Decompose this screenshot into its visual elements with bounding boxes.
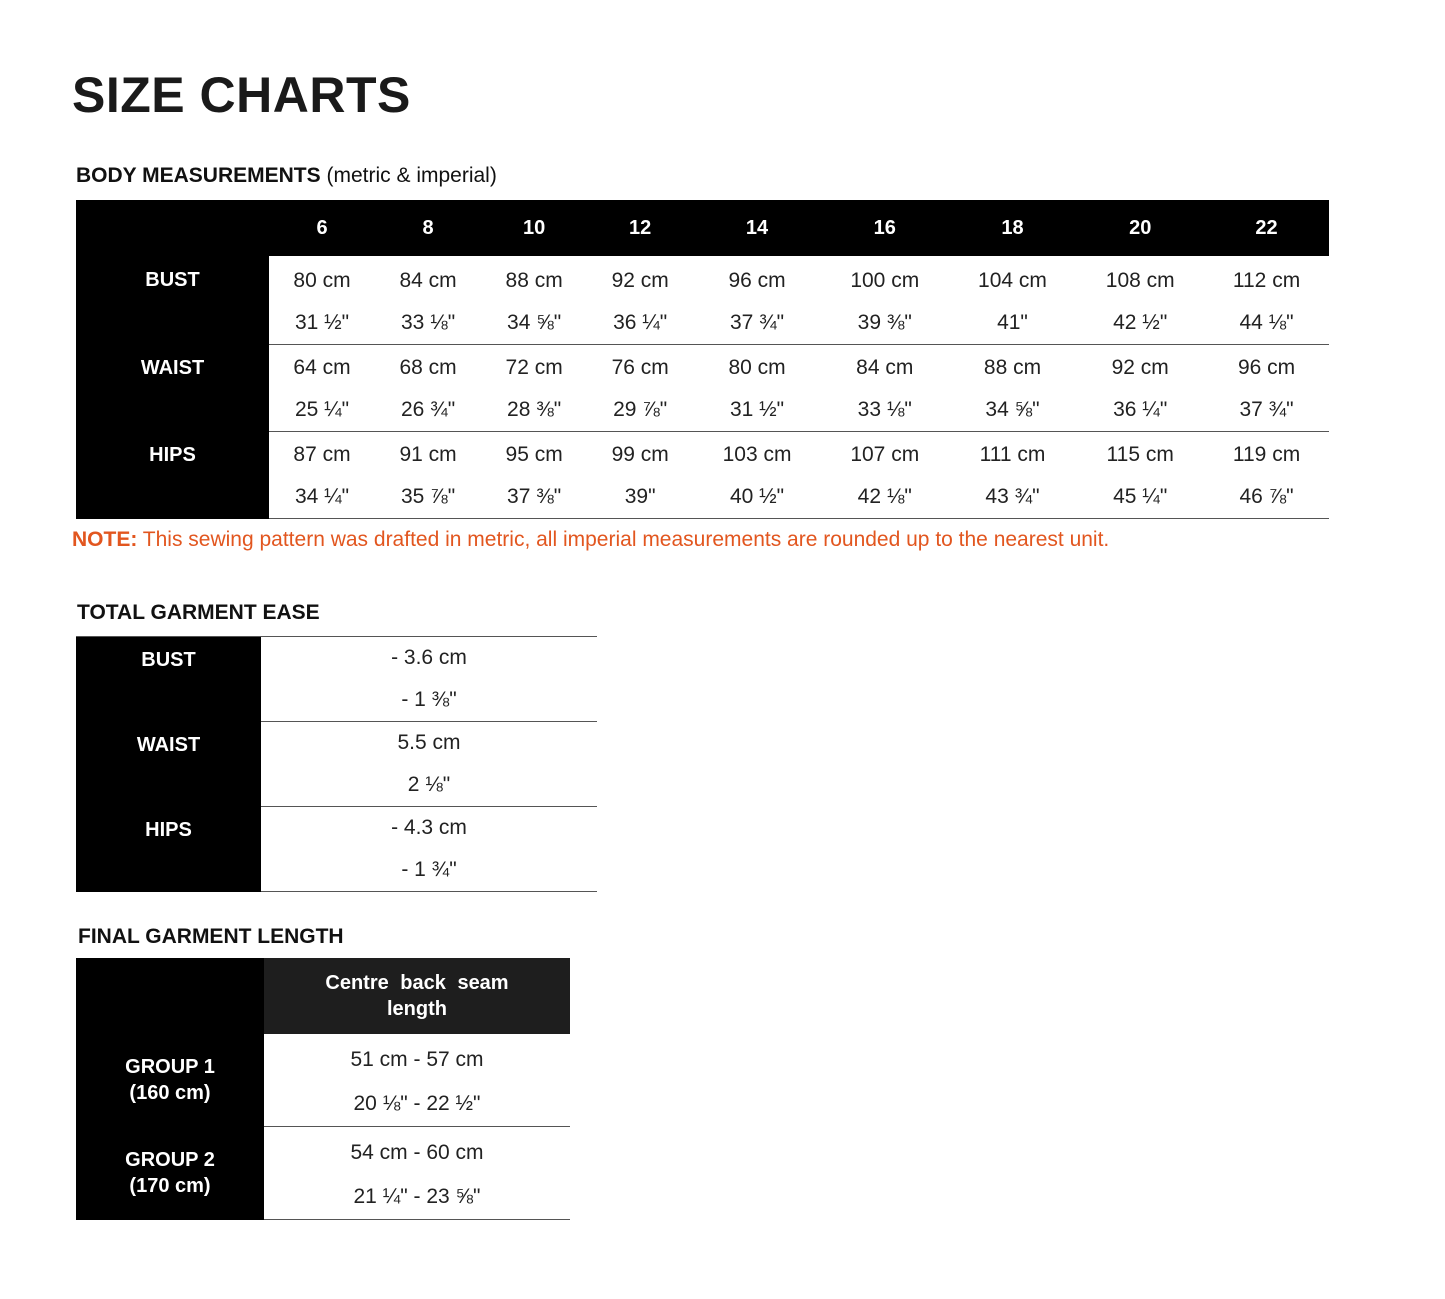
metric-cell: 54 cm - 60 cm (350, 1141, 484, 1164)
row-label-hips: HIPS (76, 807, 261, 892)
table-row (76, 637, 597, 680)
garment-ease-table (76, 636, 597, 892)
imperial-cell: 41" (949, 302, 1077, 345)
metric-cell: 99 cm (611, 443, 669, 466)
imperial-cell: 34 ⅝" (481, 302, 587, 345)
column-header-centre-back: Centre back seam length (264, 958, 570, 1034)
imperial-cell: 42 ½" (1076, 302, 1204, 345)
imperial-cell: 34 ¼" (269, 476, 375, 519)
size-header: 22 (1204, 200, 1329, 257)
group-name: GROUP 1 (125, 1056, 215, 1079)
row-label-hips: HIPS (76, 432, 269, 519)
row-label-group-1 (76, 1034, 264, 1127)
imperial-cell: 21 ¼" - 23 ⅝" (264, 1175, 570, 1220)
size-header: 10 (481, 200, 587, 257)
row-label-bust: BUST (76, 257, 269, 345)
metric-cell: 5.5 cm (397, 731, 461, 754)
body-measurements-title: BODY MEASUREMENTS (76, 164, 321, 187)
imperial-cell: 43 ¾" (949, 476, 1077, 519)
imperial-cell: 42 ⅛" (821, 476, 949, 519)
size-header: 16 (821, 200, 949, 257)
row-label-group-2 (76, 1127, 264, 1220)
length-title: FINAL GARMENT LENGTH (78, 925, 344, 948)
metric-cell: 51 cm - 57 cm (350, 1048, 484, 1071)
body-measurements-table (76, 200, 1329, 519)
row-label-waist: WAIST (76, 722, 261, 807)
table-row (76, 432, 1329, 477)
imperial-cell: 34 ⅝" (949, 389, 1077, 432)
size-header: 14 (693, 200, 821, 257)
metric-cell: 88 cm (983, 356, 1042, 379)
metric-cell: 80 cm (728, 356, 786, 379)
size-header: 8 (375, 200, 481, 257)
imperial-cell: 36 ¼" (1076, 389, 1204, 432)
metric-cell: 96 cm (693, 257, 821, 302)
metric-cell: 107 cm (850, 443, 920, 466)
imperial-cell: 20 ⅛" - 22 ½" (264, 1082, 570, 1127)
imperial-cell: 2 ⅛" (261, 764, 597, 807)
body-measurements-subtitle: (metric & imperial) (326, 164, 497, 187)
metric-cell: 115 cm (1106, 443, 1174, 466)
table-row (76, 1127, 570, 1176)
metric-cell: 111 cm (979, 443, 1046, 466)
body-measurements-heading (76, 164, 497, 188)
metric-cell: 76 cm (611, 356, 669, 379)
metric-cell: 91 cm (399, 443, 457, 466)
imperial-cell: 29 ⅞" (587, 389, 693, 432)
imperial-cell: 26 ¾" (375, 389, 481, 432)
imperial-cell: 46 ⅞" (1204, 476, 1329, 519)
metric-cell: 92 cm (1111, 356, 1169, 379)
metric-cell: 108 cm (1076, 257, 1204, 302)
size-header: 12 (587, 200, 693, 257)
table-row (76, 807, 597, 850)
metric-cell: - 3.6 cm (391, 646, 467, 669)
size-header-row (76, 200, 1329, 257)
size-header: 20 (1076, 200, 1204, 257)
imperial-cell: 31 ½" (693, 389, 821, 432)
garment-length-table (76, 958, 570, 1220)
metric-cell: 103 cm (722, 443, 792, 466)
corner-cell (76, 958, 264, 1034)
imperial-cell: - 1 ⅜" (261, 679, 597, 722)
imperial-cell: 33 ⅛" (375, 302, 481, 345)
corner-cell (76, 200, 269, 257)
imperial-cell: 45 ¼" (1076, 476, 1204, 519)
imperial-cell: 31 ½" (269, 302, 375, 345)
note-text: This sewing pattern was drafted in metric, all imperial measurements are rounded up to the nearest unit. (137, 528, 1110, 551)
imperial-cell: - 1 ¾" (261, 849, 597, 892)
metric-cell: 87 cm (293, 443, 351, 466)
metric-cell: 84 cm (856, 356, 914, 379)
size-header: 6 (269, 200, 375, 257)
imperial-cell: 36 ¼" (587, 302, 693, 345)
group-height: (160 cm) (129, 1082, 211, 1105)
table-row (76, 257, 1329, 302)
imperial-cell: 35 ⅞" (375, 476, 481, 519)
table-row (76, 345, 1329, 390)
row-label-waist: WAIST (76, 345, 269, 432)
ease-title: TOTAL GARMENT EASE (77, 601, 320, 624)
metric-cell: 72 cm (505, 356, 563, 379)
metric-cell: 84 cm (375, 257, 481, 302)
page-title: SIZE CHARTS (72, 67, 411, 123)
metric-cell: 64 cm (293, 356, 351, 379)
metric-cell: 92 cm (587, 257, 693, 302)
metric-cell: - 4.3 cm (391, 816, 467, 839)
imperial-cell: 44 ⅛" (1204, 302, 1329, 345)
group-height: (170 cm) (129, 1175, 211, 1197)
imperial-cell: 37 ¾" (1204, 389, 1329, 432)
table-row (76, 1034, 570, 1082)
imperial-cell: 25 ¼" (269, 389, 375, 432)
note-label: NOTE: (72, 528, 138, 551)
imperial-cell: 40 ½" (693, 476, 821, 519)
group-name: GROUP 2 (125, 1149, 215, 1171)
metric-cell: 119 cm (1232, 443, 1301, 466)
length-header-row (76, 958, 570, 1034)
metric-cell: 96 cm (1237, 356, 1296, 379)
metric-cell: 88 cm (481, 257, 587, 302)
metric-cell: 100 cm (821, 257, 949, 302)
table-row (76, 722, 597, 765)
imperial-cell: 37 ¾" (693, 302, 821, 345)
row-label-bust: BUST (76, 637, 261, 722)
metric-cell: 112 cm (1204, 257, 1329, 302)
metric-cell: 104 cm (949, 257, 1077, 302)
imperial-cell: 33 ⅛" (821, 389, 949, 432)
metric-cell: 80 cm (269, 257, 375, 302)
imperial-cell: 39" (587, 476, 693, 519)
metric-note (72, 528, 1109, 552)
size-header: 18 (949, 200, 1077, 257)
metric-cell: 95 cm (505, 443, 563, 466)
imperial-cell: 39 ⅜" (821, 302, 949, 345)
metric-cell: 68 cm (399, 356, 457, 379)
imperial-cell: 28 ⅜" (481, 389, 587, 432)
imperial-cell: 37 ⅜" (481, 476, 587, 519)
